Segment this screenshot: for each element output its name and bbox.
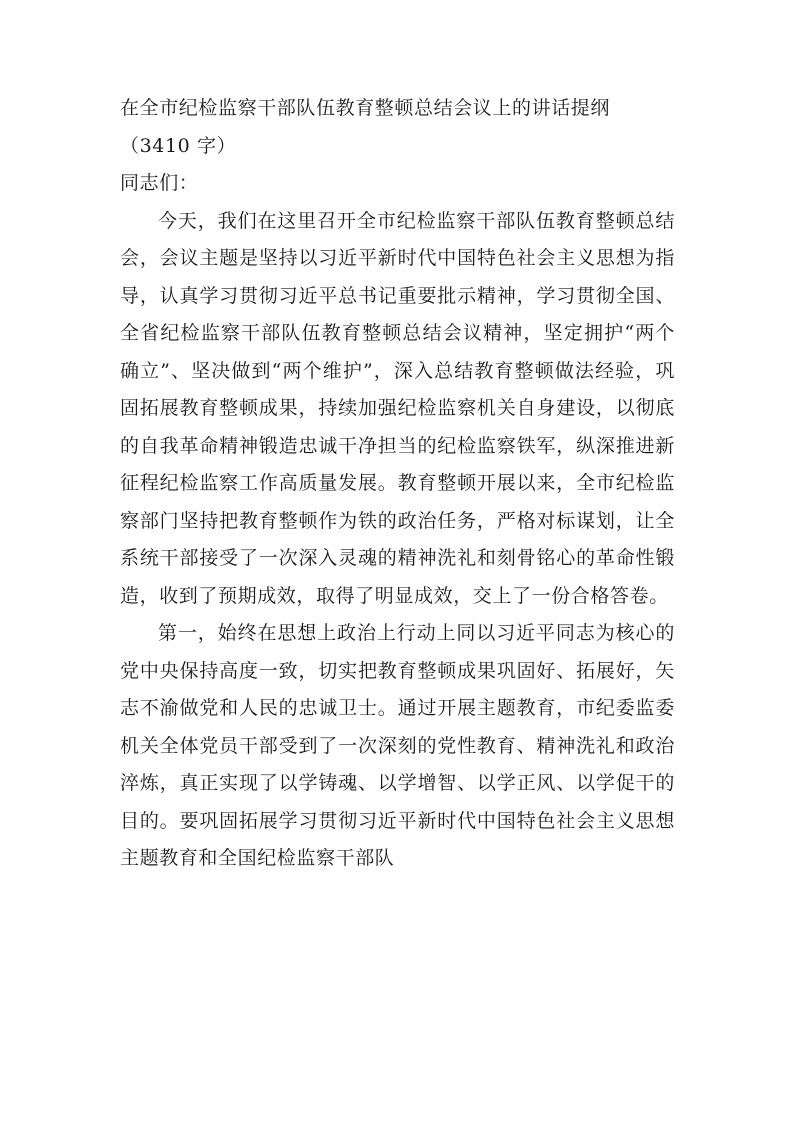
salutation: 同志们： bbox=[120, 172, 199, 194]
document-body bbox=[120, 90, 675, 878]
title-line-1: 在全市纪检监察干部队伍教育整顿总结会议上的讲话提纲 bbox=[120, 97, 611, 119]
title-line-2: （3410 字） bbox=[120, 134, 237, 157]
document-title bbox=[120, 90, 675, 165]
paragraph-opening: 今天，我们在这里召开全市纪检监察干部队伍教育整顿总结会，会议主题是坚持以习近平新时代中国特色社会主义思想为指导，认真学习贯彻习近平总书记重要批示精神，学习贯彻全国、全省纪检监察干部队伍教育整顿总结会议精神，坚定拥护“两个确立”、坚决做到“两个维护”，深入总结教育整顿做法经验，巩固拓展教育整顿成果，持续加强纪检监察机关自身建设，以彻底的自我革命精神锻造忠诚干净担当的纪检监察铁军，纵深推进新征程纪检监察工作高质量发展。教育整顿开展以来，全市纪检监察部门坚持把教育整顿作为铁的政治任务，严格对标谋划，让全系统干部接受了一次深入灵魂的精神洗礼和刻骨铭心的革命性锻造，收到了预期成效，取得了明显成效，交上了一份合格答卷。 bbox=[120, 209, 675, 607]
paragraph-first-point: 第一，始终在思想上政治上行动上同以习近平同志为核心的党中央保持高度一致，切实把教育整顿成果巩固好、拓展好，矢志不渝做党和人民的忠诚卫士。通过开展主题教育，市纪委监委机关全体党员干部受到了一次深刻的党性教育、精神洗礼和政治淬炼，真正实现了以学铸魂、以学增智、以学正风、以学促干的目的。要巩固拓展学习贯彻习近平新时代中国特色社会主义思想主题教育和全国纪检监察干部队 bbox=[120, 622, 675, 869]
